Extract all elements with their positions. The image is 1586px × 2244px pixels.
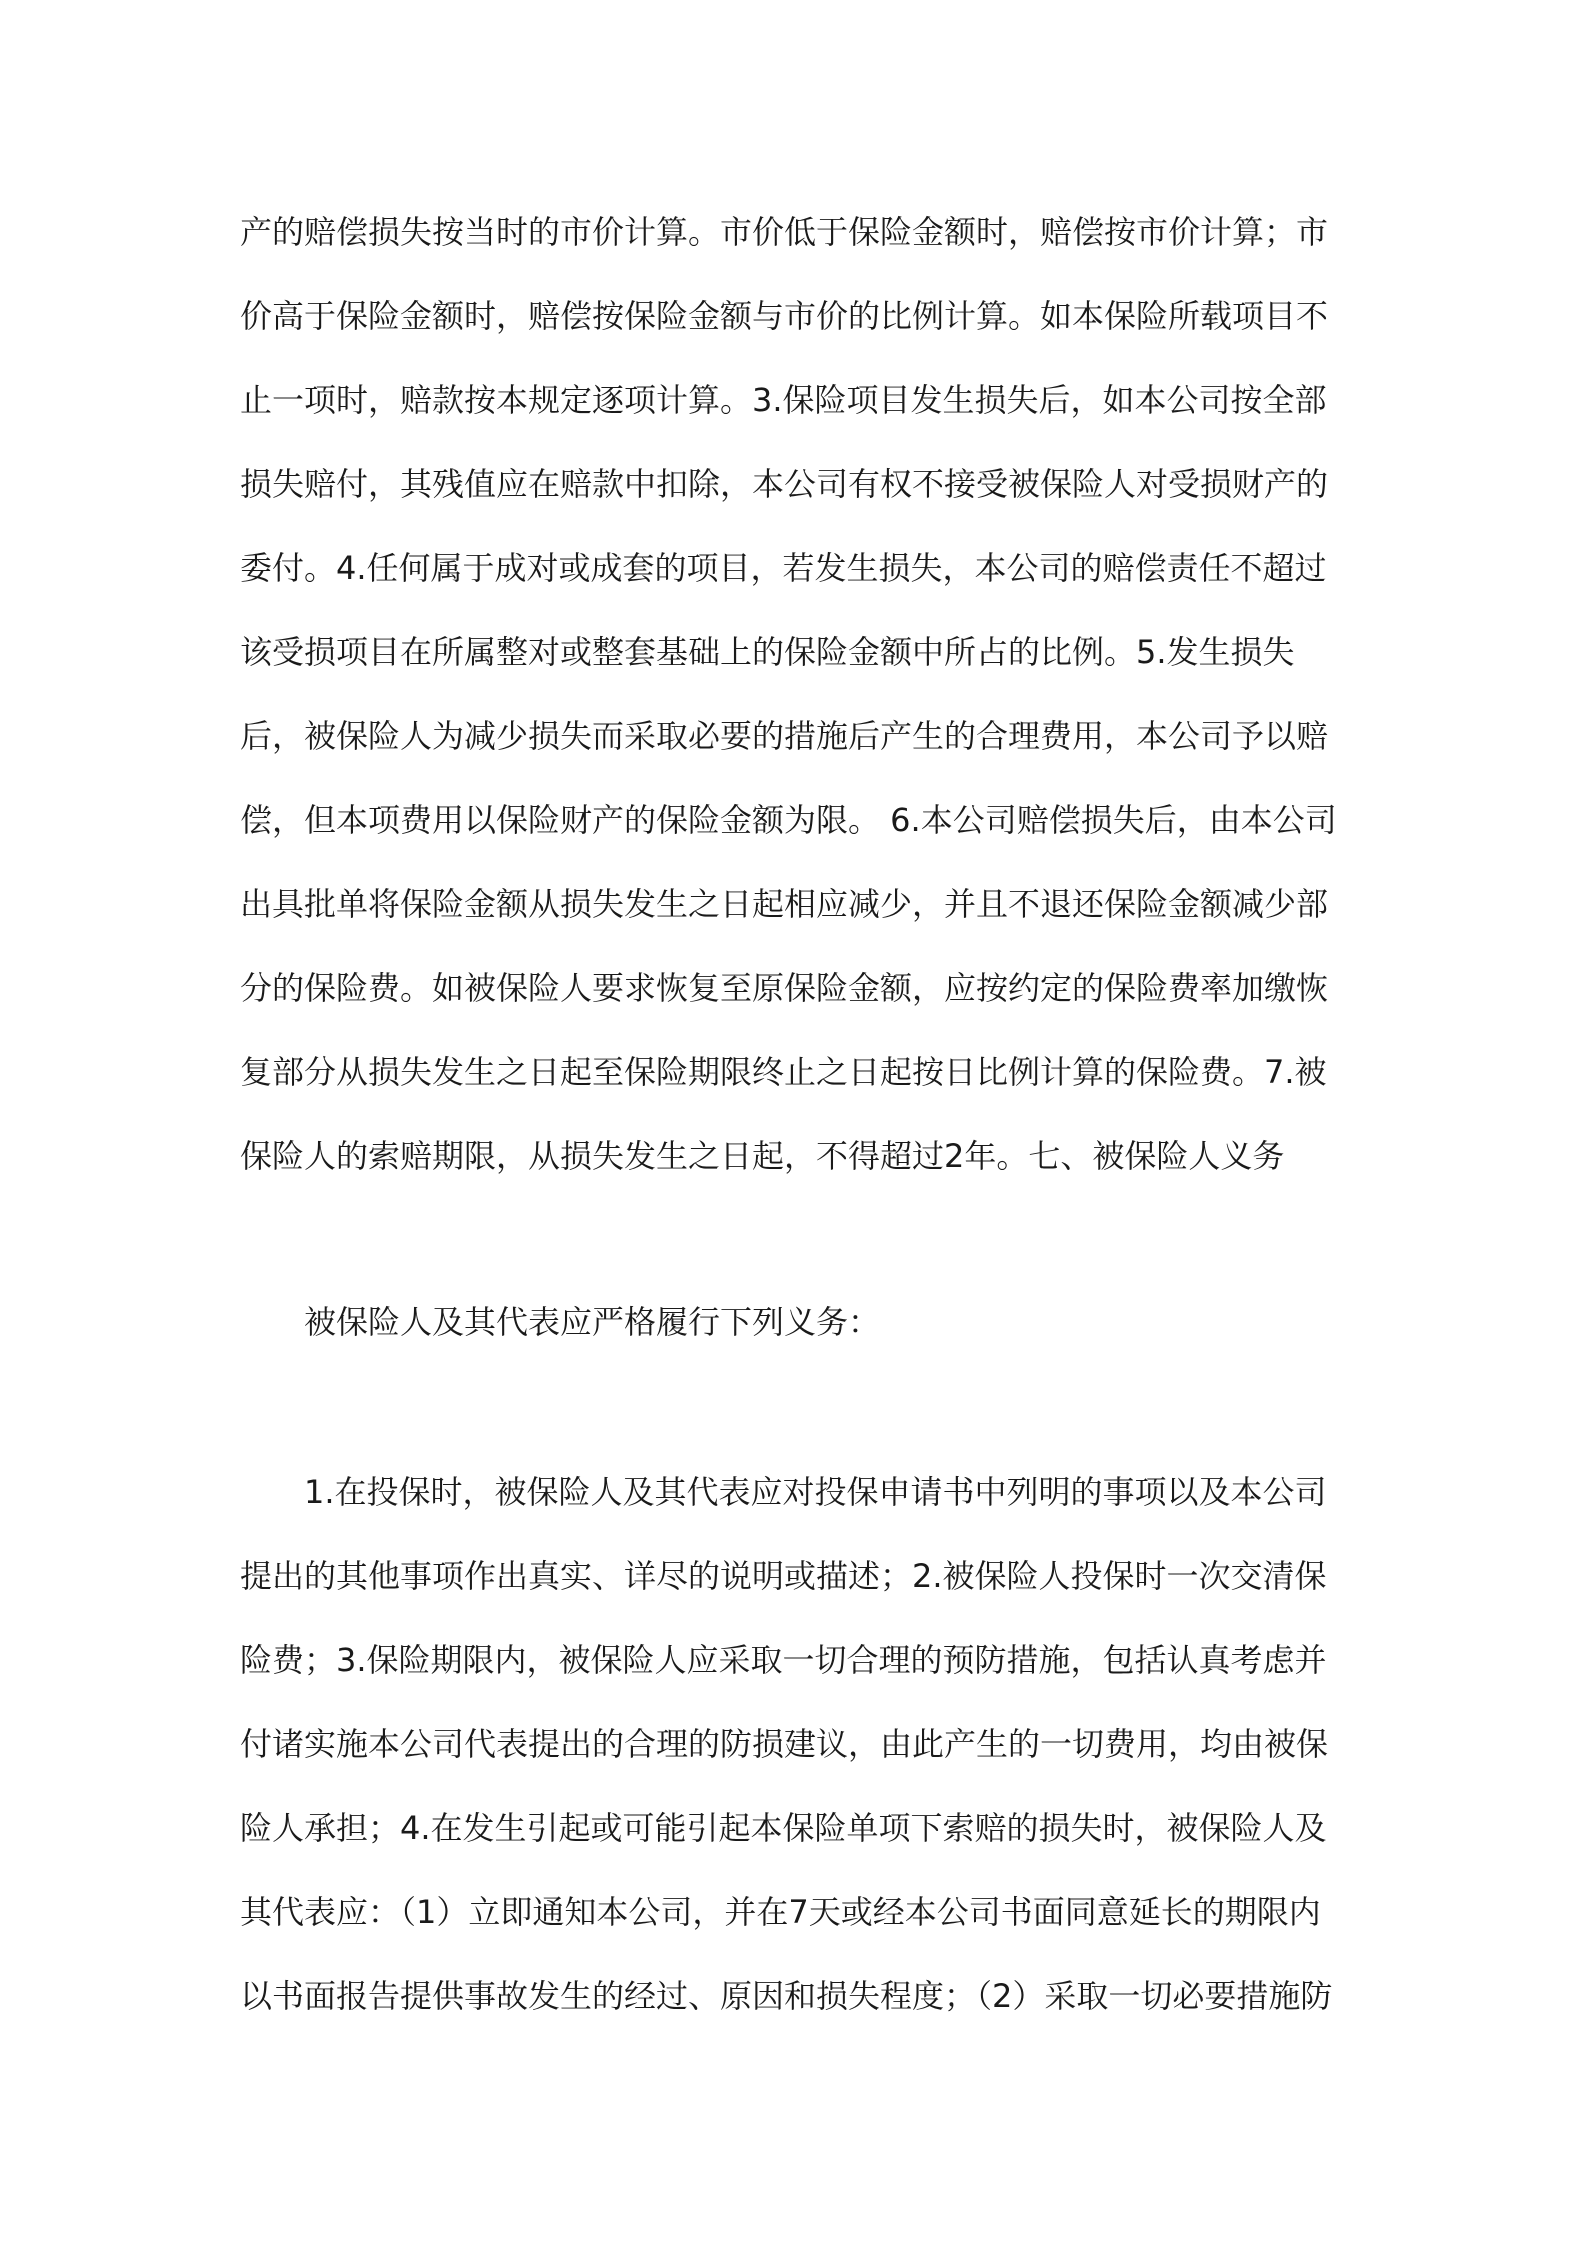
text-line: 其代表应：（1）立即通知本公司，并在7天或经本公司书面同意延长的期限内 <box>240 1893 1321 1931</box>
text-line: 保险人的索赔期限，从损失发生之日起，不得超过2年。七、被保险人义务 <box>240 1137 1285 1175</box>
text-line: 止一项时，赔款按本规定逐项计算。3.保险项目发生损失后，如本公司按全部 <box>240 381 1327 419</box>
paragraph-obligations-list <box>240 1450 1350 2038</box>
text-line: 损失赔付，其残值应在赔款中扣除，本公司有权不接受被保险人对受损财产的 <box>240 465 1329 503</box>
text-line: 后，被保险人为减少损失而采取必要的措施后产生的合理费用，本公司予以赔 <box>240 717 1329 755</box>
text-line: 被保险人及其代表应严格履行下列义务： <box>304 1303 881 1341</box>
text-line: 付诸实施本公司代表提出的合理的防损建议，由此产生的一切费用，均由被保 <box>240 1725 1329 1763</box>
paragraph-obligations-intro <box>240 1280 1350 1364</box>
text-line: 提出的其他事项作出真实、详尽的说明或描述；2.被保险人投保时一次交清保 <box>240 1557 1327 1595</box>
paragraph-compensation-terms <box>240 190 1350 1198</box>
text-line: 险人承担；4.在发生引起或可能引起本保险单项下索赔的损失时，被保险人及 <box>240 1809 1327 1847</box>
text-line: 分的保险费。如被保险人要求恢复至原保险金额，应按约定的保险费率加缴恢 <box>240 969 1329 1007</box>
text-line: 委付。4.任何属于成对或成套的项目，若发生损失，本公司的赔偿责任不超过 <box>240 549 1327 587</box>
text-line: 产的赔偿损失按当时的市价计算。市价低于保险金额时，赔偿按市价计算；市 <box>240 213 1329 251</box>
text-line: 价高于保险金额时，赔偿按保险金额与市价的比例计算。如本保险所载项目不 <box>240 297 1329 335</box>
text-line: 复部分从损失发生之日起至保险期限终止之日起按日比例计算的保险费。7.被 <box>240 1053 1327 1091</box>
text-line: 险费；3.保险期限内，被保险人应采取一切合理的预防措施，包括认真考虑并 <box>240 1641 1327 1679</box>
text-line: 偿，但本项费用以保险财产的保险金额为限。 6.本公司赔偿损失后，由本公司 <box>240 801 1337 839</box>
text-line: 出具批单将保险金额从损失发生之日起相应减少，并且不退还保险金额减少部 <box>240 885 1329 923</box>
text-line: 以书面报告提供事故发生的经过、原因和损失程度；（2）采取一切必要措施防 <box>240 1977 1333 2015</box>
text-line: 该受损项目在所属整对或整套基础上的保险金额中所占的比例。5.发生损失 <box>240 633 1295 671</box>
text-line: 1.在投保时，被保险人及其代表应对投保申请书中列明的事项以及本公司 <box>304 1473 1327 1511</box>
